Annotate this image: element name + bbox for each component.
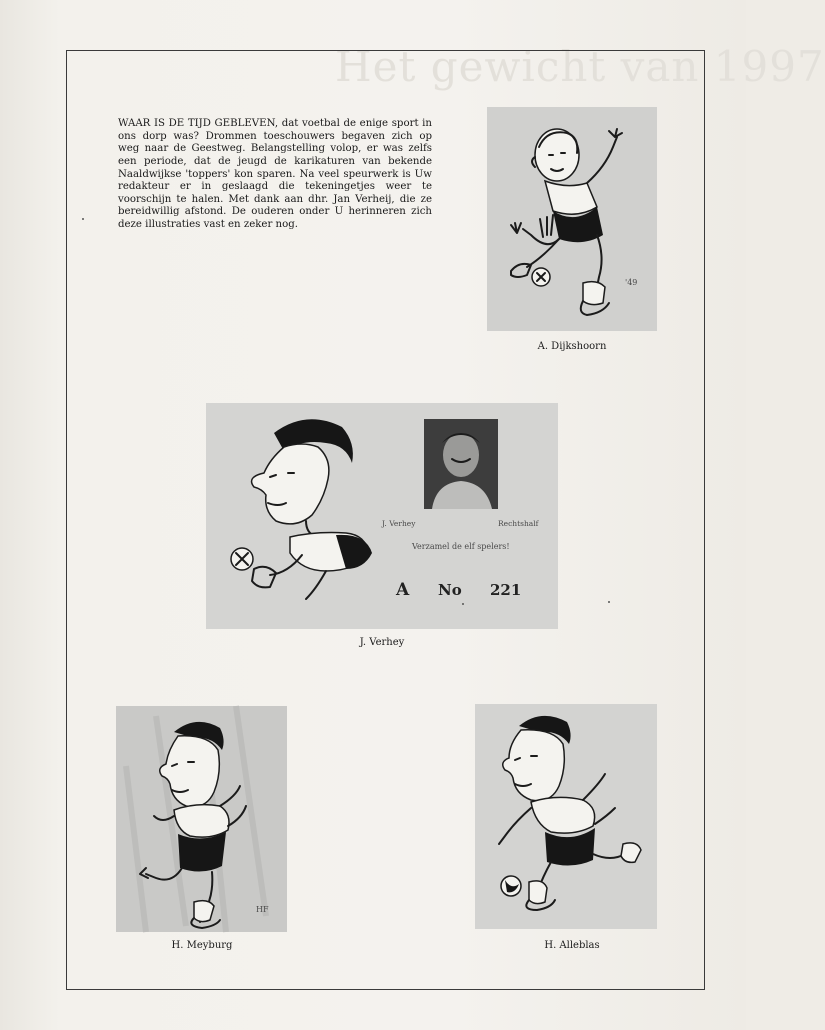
- caricature-alleblas-drawing: [475, 704, 657, 929]
- collector-card-verhey-drawing: [206, 403, 558, 629]
- collector-card-verhey: [206, 403, 558, 629]
- intro-paragraph: WAAR IS DE TIJD GEBLEVEN, dat voetbal de enige sport in ons dorp was? Drommen toeschouwers begaven zich op weg naar de Geestweg. Belangstelling volop, er was zelfs een periode, dat de jeugd de karikaturen van bekende Naaldwijkse 'toppers' kon sparen. Na veel speurwerk is Uw redakteur er in geslaagd die tekeningetjes weer te voorschijn te halen. Met dank aan dhr. Jan Verheij, die ze bereidwillig afstond. De ouderen onder U herinneren zich deze illustraties vast en zeker nog.: [118, 118, 432, 230]
- bleed-through-title: Het gewicht van 1997: [335, 42, 825, 91]
- card-series: A: [396, 580, 410, 600]
- caption-alleblas: H. Alleblas: [544, 940, 600, 951]
- caption-verhey: J. Verhey: [359, 637, 405, 648]
- card-number: 221: [490, 581, 522, 599]
- caricature-dijkshoorn-drawing: [487, 107, 657, 331]
- caricature-meyburg-drawing: [116, 706, 287, 932]
- card-player-name: J. Verhey: [382, 519, 416, 528]
- caption-meyburg: H. Meyburg: [171, 940, 233, 951]
- meyburg-signature: HF: [256, 905, 269, 914]
- card-number-sign: No: [438, 581, 462, 599]
- card-player-position: Rechtshalf: [498, 519, 539, 528]
- paper-speck: [462, 603, 464, 605]
- caricature-alleblas: [475, 704, 657, 929]
- dijkshoorn-signature: '49: [625, 278, 638, 287]
- caption-dijkshoorn: A. Dijkshoorn: [537, 341, 607, 352]
- card-slogan: Verzamel de elf spelers!: [412, 542, 510, 551]
- caricature-meyburg: [116, 706, 287, 932]
- caricature-dijkshoorn: [487, 107, 657, 331]
- paper-speck: [608, 601, 610, 603]
- paper-speck: [82, 218, 84, 220]
